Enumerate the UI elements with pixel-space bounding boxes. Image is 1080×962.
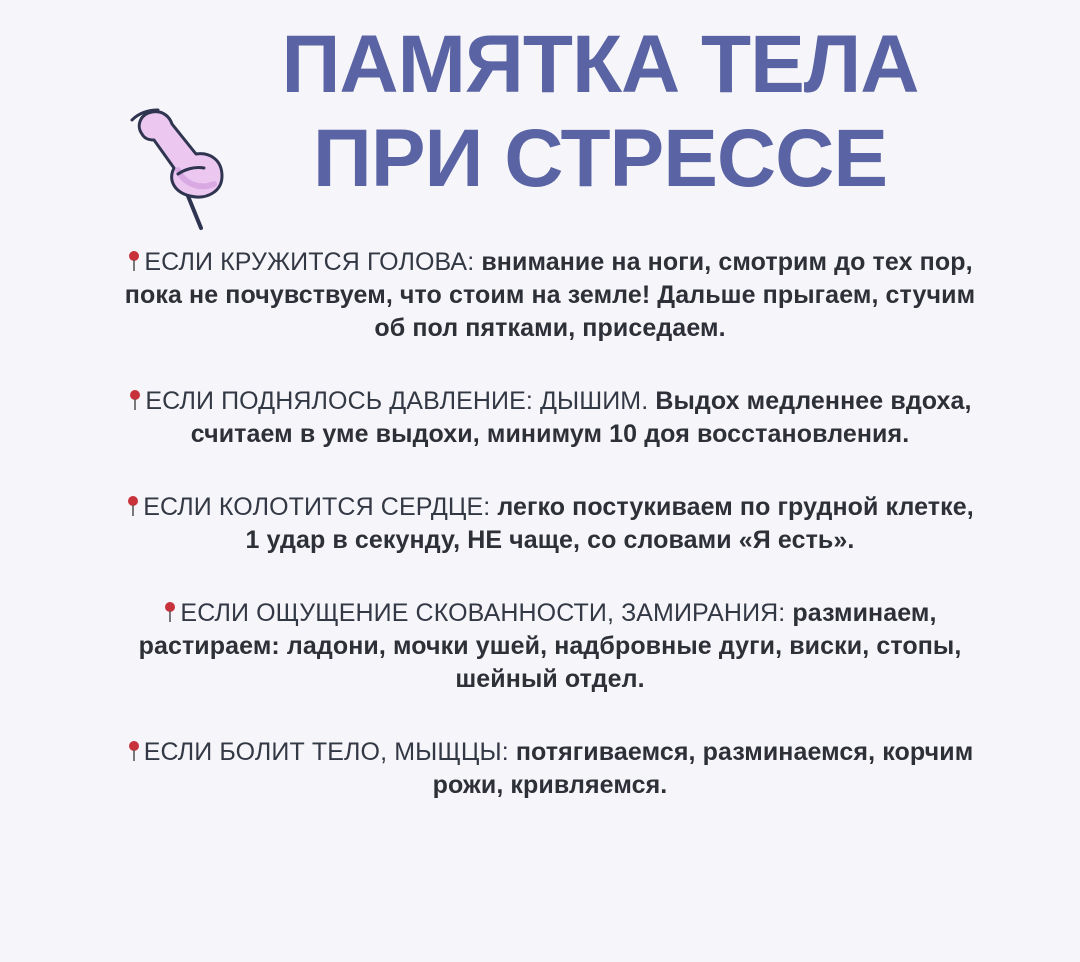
map-pin-icon bbox=[126, 495, 140, 517]
page-title bbox=[230, 18, 970, 206]
tip-heading: ЕСЛИ КРУЖИТСЯ ГОЛОВА: bbox=[144, 248, 475, 276]
tip-text: Выдох медленнее вдоха, считаем в уме выдохи, минимум 10 доя восстановления. bbox=[190, 387, 972, 448]
tip-heading: ЕСЛИ ОЩУЩЕНИЕ СКОВАННОСТИ, ЗАМИРАНИЯ: bbox=[180, 599, 786, 627]
tip-heading: ЕСЛИ БОЛИТ ТЕЛО, МЫЩЦЫ: bbox=[143, 738, 509, 766]
tip-item bbox=[120, 246, 980, 345]
tip-text: разминаем, растираем: ладони, мочки ушей, надбровные дуги, виски, стопы, шейный отдел. bbox=[138, 599, 962, 693]
title-line-1: ПАМЯТКА ТЕЛА bbox=[281, 19, 919, 110]
tip-text: потягиваемся, разминаемся, корчим рожи, кривляемся. bbox=[432, 738, 974, 799]
tip-text: легко постукиваем по грудной клетке, 1 удар в секунду, НЕ чаще, со словами «Я есть». bbox=[245, 493, 974, 554]
map-pin-icon bbox=[128, 389, 142, 411]
tip-item bbox=[120, 491, 980, 557]
map-pin-icon bbox=[163, 601, 177, 623]
tip-text: внимание на ноги, смотрим до тех пор, пока не почувствуем, что стоим на земле! Дальше прыгаем, стучим об пол пятками, приседаем. bbox=[124, 248, 976, 342]
title-line-2: ПРИ СТРЕССЕ bbox=[312, 113, 888, 204]
map-pin-icon bbox=[127, 250, 141, 272]
tip-item bbox=[120, 385, 980, 451]
tips-list bbox=[120, 246, 980, 842]
map-pin-icon bbox=[127, 740, 141, 762]
tip-item bbox=[120, 597, 980, 696]
tip-heading: ЕСЛИ ПОДНЯЛОСЬ ДАВЛЕНИЕ: ДЫШИМ. bbox=[145, 387, 649, 415]
tip-item bbox=[120, 736, 980, 802]
tip-heading: ЕСЛИ КОЛОТИТСЯ СЕРДЦЕ: bbox=[143, 493, 491, 521]
